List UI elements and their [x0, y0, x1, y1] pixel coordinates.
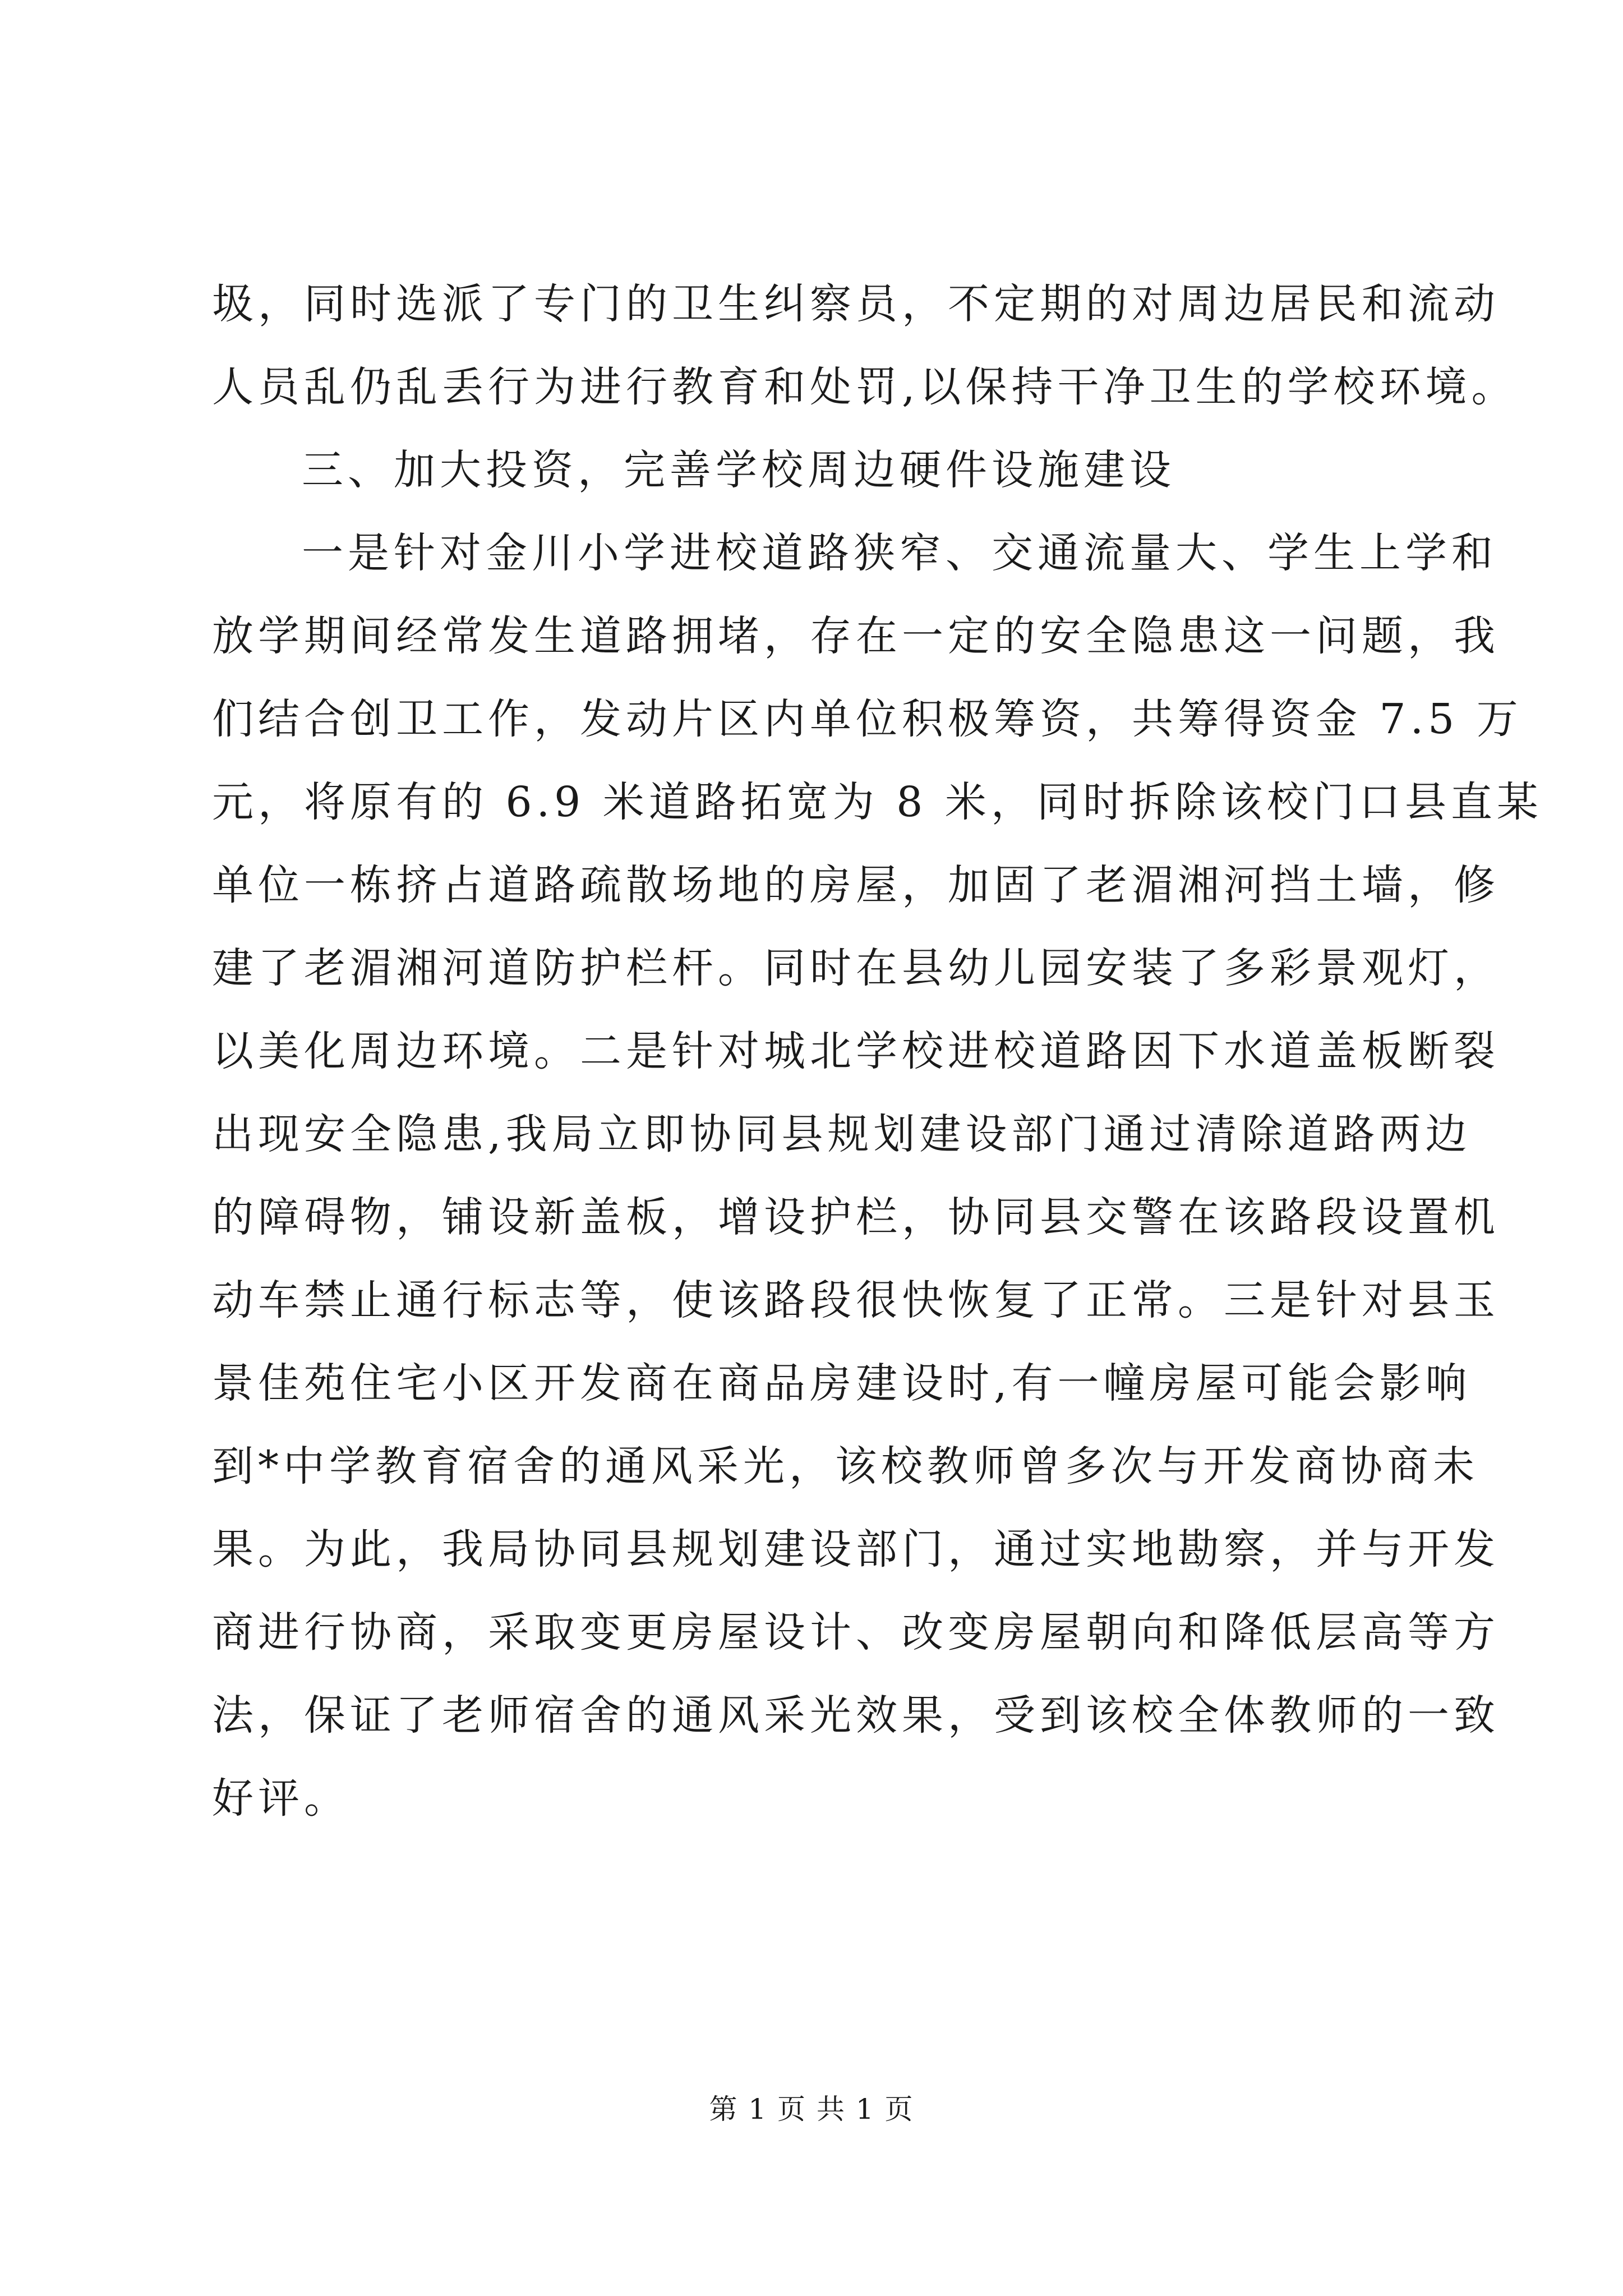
body-line-15: 到*中学教育宿舍的通风采光，该校教师曾多次与开发商协商未 — [212, 1442, 1479, 1490]
section-heading: 三、加大投资，完善学校周边硬件设施建设 — [302, 446, 1175, 494]
body-line-10: 以美化周边环境。二是针对城北学校进校道路因下水道盖板断裂 — [212, 1027, 1500, 1075]
body-line-7: 元，将原有的 6.9 米道路拓宽为 8 米，同时拆除该校门口县直某 — [212, 778, 1543, 826]
body-line-8: 单位一栋挤占道路疏散场地的房屋，加固了老湄湘河挡土墙，修 — [212, 861, 1500, 909]
body-line-17: 商进行协商，采取变更房屋设计、改变房屋朝向和降低层高等方 — [212, 1608, 1500, 1657]
body-line-2: 人员乱仍乱丢行为进行教育和处罚,以保持干净卫生的学校环境。 — [212, 363, 1518, 411]
body-line-19: 好评。 — [212, 1774, 350, 1823]
body-line-12: 的障碍物，铺设新盖板，增设护栏，协同县交警在该路段设置机 — [212, 1193, 1500, 1241]
body-line-9: 建了老湄湘河道防护栏杆。同时在县幼儿园安装了多彩景观灯， — [212, 944, 1500, 992]
body-line-1: 圾，同时选派了专门的卫生纠察员，不定期的对周边居民和流动 — [212, 280, 1500, 328]
document-body — [212, 263, 1543, 1840]
body-line-4: 一是针对金川小学进校道路狭窄、交通流量大、学生上学和 — [302, 529, 1497, 577]
body-line-14: 景佳苑住宅小区开发商在商品房建设时,有一幢房屋可能会影响 — [212, 1359, 1472, 1407]
body-line-13: 动车禁止通行标志等，使该路段很快恢复了正常。三是针对县玉 — [212, 1276, 1500, 1324]
body-line-18: 法，保证了老师宿舍的通风采光效果，受到该校全体教师的一致 — [212, 1691, 1500, 1740]
page-number-footer: 第 1 页 共 1 页 — [709, 2093, 914, 2125]
body-line-6: 们结合创卫工作，发动片区内单位积极筹资，共筹得资金 7.5 万 — [212, 695, 1523, 743]
body-line-11: 出现安全隐患,我局立即协同县规划建设部门通过清除道路两边 — [212, 1110, 1472, 1158]
body-line-5: 放学期间经常发生道路拥堵，存在一定的安全隐患这一问题，我 — [212, 612, 1500, 660]
body-line-16: 果。为此，我局协同县规划建设部门，通过实地勘察，并与开发 — [212, 1525, 1500, 1573]
